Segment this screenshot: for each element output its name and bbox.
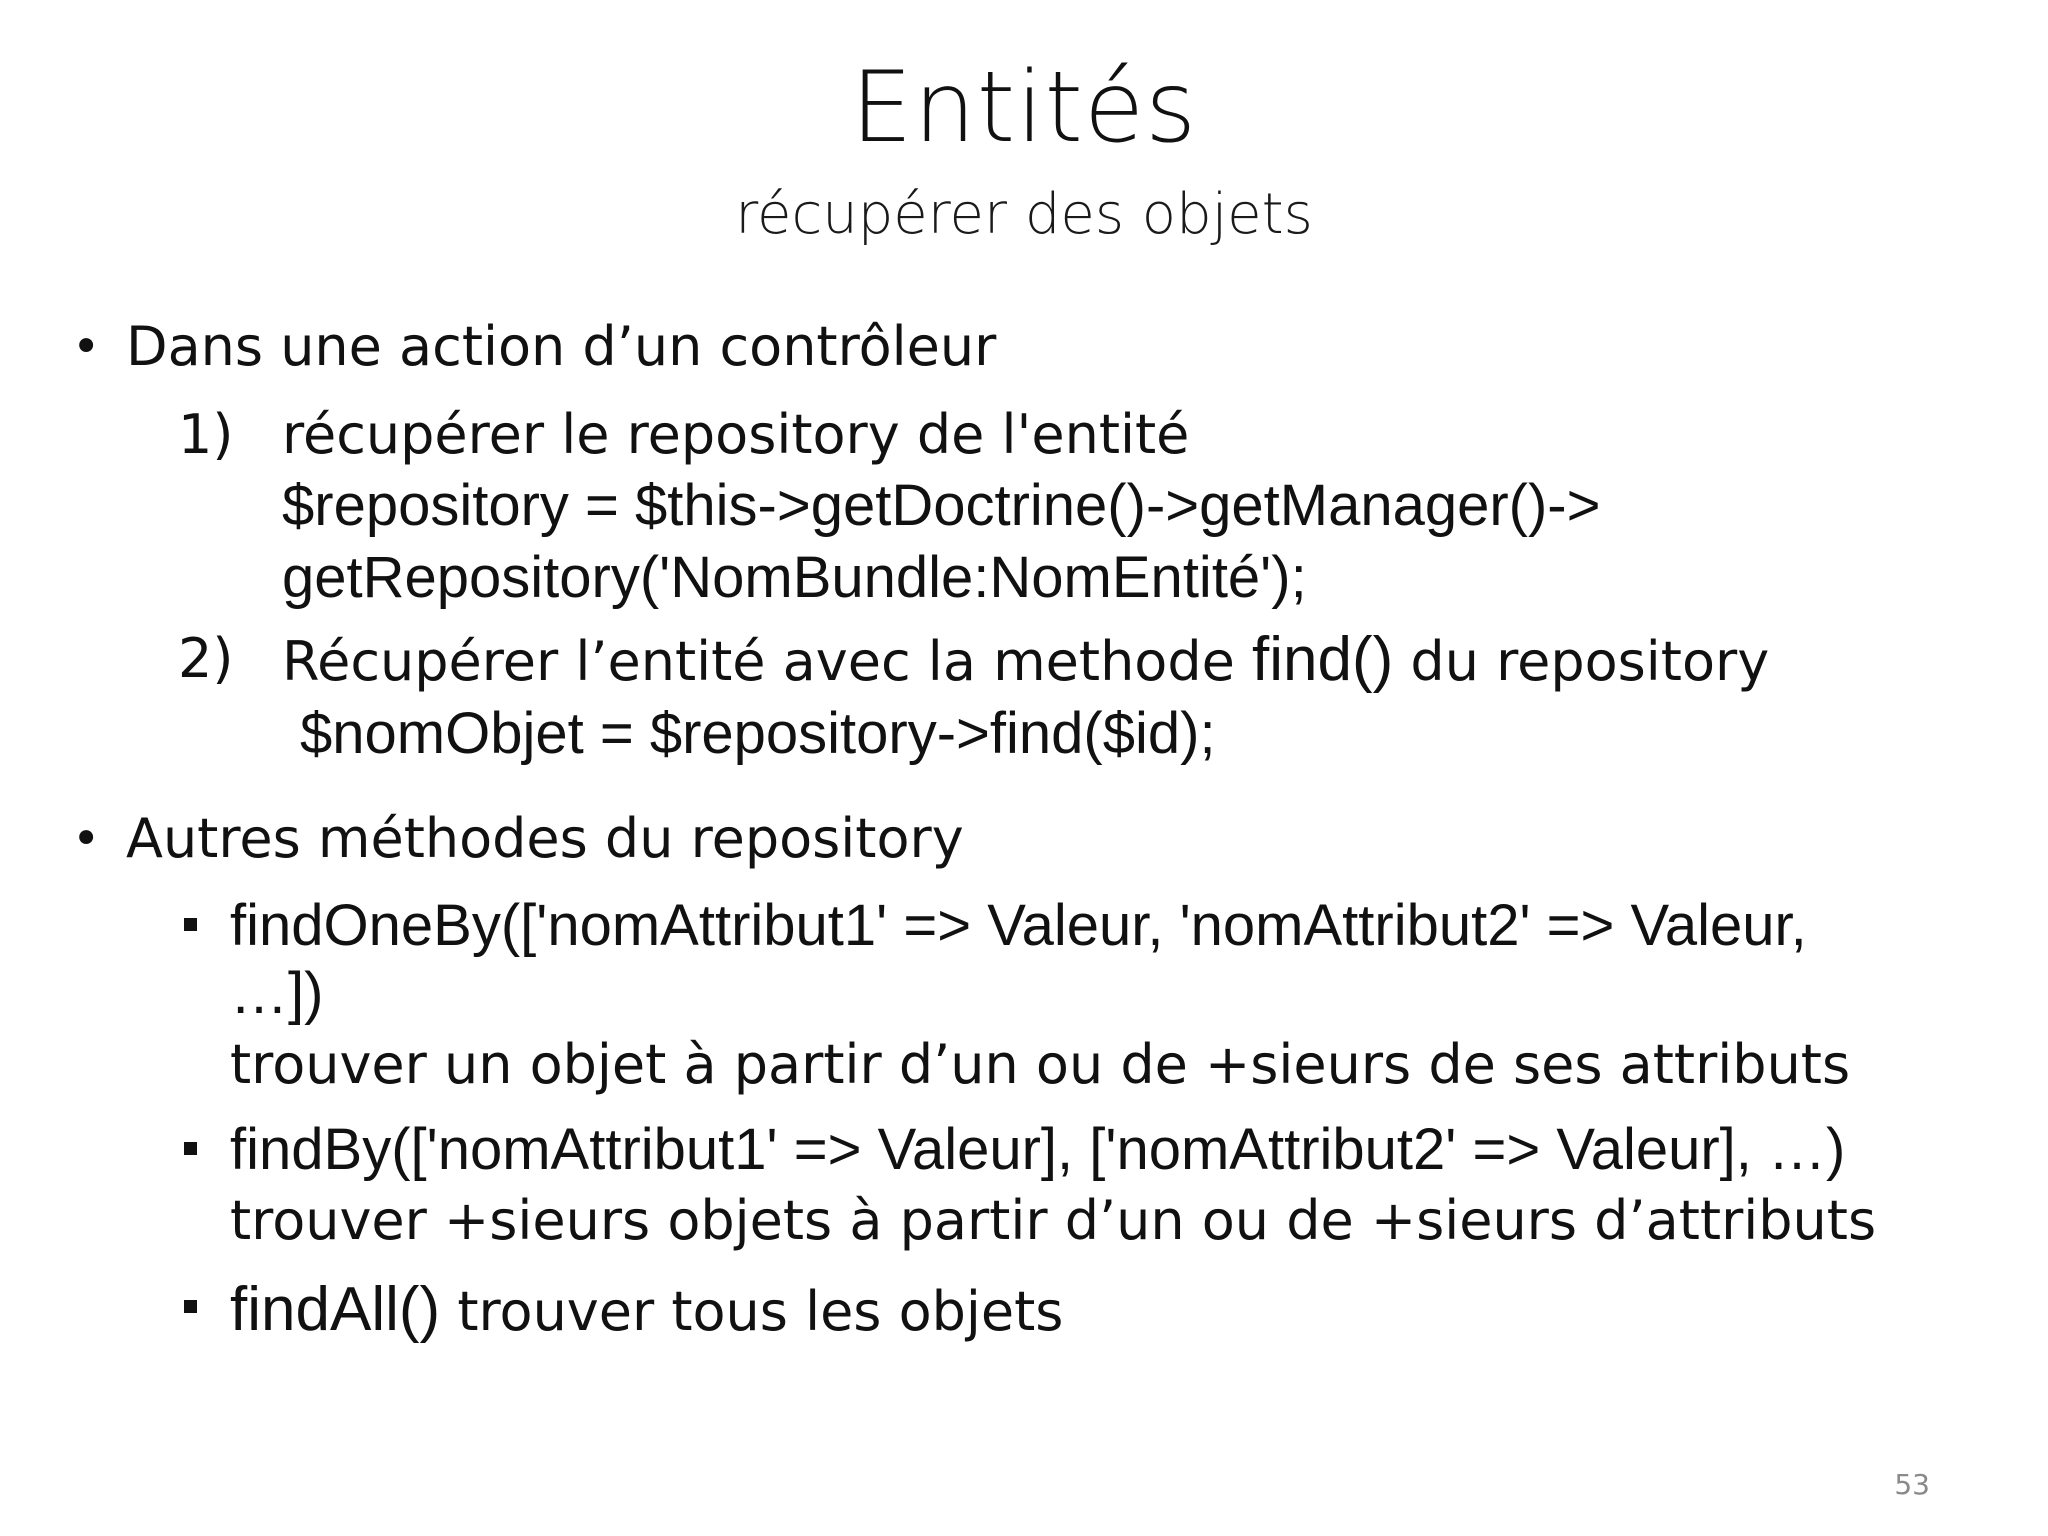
step-1-text: récupérer le repository de l'entité	[282, 403, 1190, 466]
square-bullet-icon	[184, 1142, 197, 1155]
step-2-code-line: $nomObjet = $repository->find($id);	[300, 701, 1216, 766]
bullet-other-methods: Autres méthodes du repository	[126, 807, 964, 870]
square-bullet-icon	[184, 918, 197, 931]
page-number: 53	[1894, 1468, 1930, 1501]
findby-description: trouver +sieurs objets à partir d’un ou de +sieurs d’attributs	[230, 1189, 1877, 1252]
findall-description: trouver tous les objets	[440, 1280, 1064, 1343]
findby-code-line: findBy(['nomAttribut1' => Valeur], ['nomAttribut2' => Valeur], …)	[230, 1117, 1846, 1182]
slide-subtitle: récupérer des objets	[735, 182, 1313, 247]
findall-line	[230, 1276, 1063, 1345]
bullet-controller-action: Dans une action d’un contrôleur	[126, 315, 997, 378]
findall-code: findAll()	[230, 1275, 441, 1344]
findoneby-code-line-2: …])	[230, 961, 324, 1026]
findoneby-code-line-1: findOneBy(['nomAttribut1' => Valeur, 'nomAttribut2' => Valeur,	[230, 893, 1807, 958]
step-2-text-before: Récupérer l’entité avec la methode	[282, 630, 1252, 693]
step-number-1: 1)	[178, 403, 234, 466]
slide-title: Entités	[850, 51, 1198, 165]
step-1-code-line-1: $repository = $this->getDoctrine()->getManager()->	[282, 473, 1601, 538]
findoneby-description: trouver un objet à partir d’un ou de +sieurs de ses attributs	[230, 1033, 1851, 1096]
bullet-icon: •	[72, 811, 101, 867]
square-bullet-icon	[184, 1300, 197, 1313]
bullet-icon: •	[72, 319, 101, 375]
step-number-2: 2)	[178, 627, 234, 690]
step-2-text	[282, 626, 1769, 695]
step-2-text-after: du repository	[1393, 630, 1770, 693]
step-2-method: find()	[1252, 625, 1394, 694]
step-1-code-line-2: getRepository('NomBundle:NomEntité');	[282, 545, 1307, 610]
